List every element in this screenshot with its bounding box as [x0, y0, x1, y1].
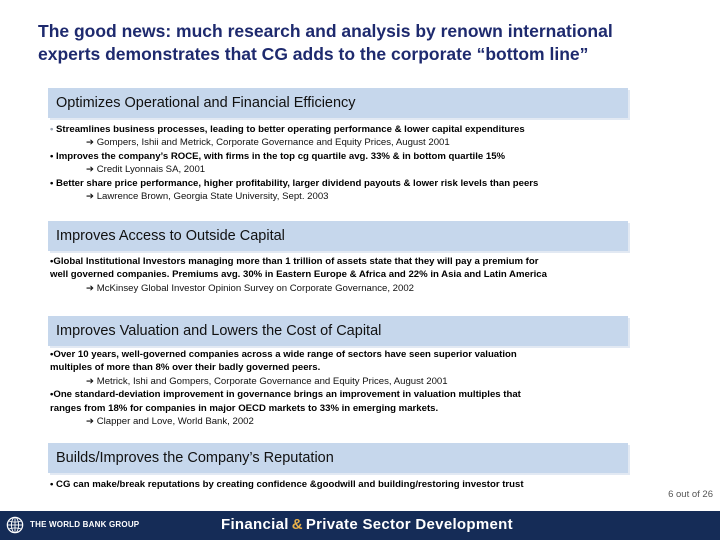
bullet-text: Streamlines business processes, leading to better operating performance & lower capital expenditures: [56, 124, 525, 135]
reference-line: ➔ Credit Lyonnais SA, 2001: [86, 164, 206, 176]
footer-title: [221, 516, 513, 533]
body-line: •Global Institutional Investors managing more than 1 trillion of assets state that they will pay a premium for: [50, 256, 539, 267]
bullet-line: [50, 150, 640, 163]
section-body-valuation: [50, 348, 640, 428]
bullet-line: [50, 123, 640, 136]
body-line: •Over 10 years, well-governed companies across a wide range of sectors have seen superior valuation: [50, 349, 517, 360]
bullet-text: Improves the company’s ROCE, with firms in the top cg quartile avg. 33% & in bottom quartile 15%: [56, 150, 506, 162]
bullet-glyph: •: [50, 479, 54, 490]
section-heading-label: Improves Access to Outside Capital: [56, 228, 285, 244]
body-line: multiples of more than 8% over their badly governed peers.: [50, 362, 321, 374]
section-heading-label: Builds/Improves the Company’s Reputation: [56, 450, 334, 466]
section-body-efficiency: [50, 123, 640, 203]
footer-title-left: Financial: [221, 516, 289, 533]
body-line: well governed companies. Premiums avg. 30% in Eastern Europe & Africa and 22% in Asia and Latin America: [50, 269, 547, 281]
reference-line: ➔ McKinsey Global Investor Opinion Survey on Corporate Governance, 2002: [86, 282, 415, 294]
bullet-line: [50, 177, 640, 190]
reference-line: ➔ Lawrence Brown, Georgia State University, Sept. 2003: [86, 191, 329, 203]
bullet-glyph: •: [50, 150, 54, 162]
bullet-glyph: •: [50, 177, 54, 189]
reference-line: ➔ Clapper and Love, World Bank, 2002: [86, 416, 254, 428]
section-heading-label: Improves Valuation and Lowers the Cost of Capital: [56, 323, 382, 339]
body-line: •One standard-deviation improvement in governance brings an improvement in valuation multiples that: [50, 389, 521, 401]
body-line: ranges from 18% for companies in major OECD markets to 33% in emerging markets.: [50, 402, 439, 414]
title-line-2: experts demonstrates that CG adds to the corporate “bottom line”: [38, 44, 589, 64]
slide-title: [38, 20, 708, 66]
reference-line: ➔ Metrick, Ishi and Gompers, Corporate Governance and Equity Prices, August 2001: [86, 375, 448, 387]
footer-title-right: Private Sector Development: [305, 516, 513, 533]
section-heading-efficiency: [48, 88, 628, 118]
page-number: 6 out of 26: [668, 489, 713, 500]
section-heading-label: Optimizes Operational and Financial Efficiency: [56, 95, 356, 111]
bullet-text: CG can make/break reputations by creating confidence &goodwill and building/restoring investor trust: [53, 479, 524, 490]
section-body-capital-access: [50, 255, 640, 295]
section-body-reputation: [50, 478, 640, 491]
bullet-text: Better share price performance, higher profitability, larger dividend payouts & lower risk levels than peers: [56, 177, 539, 189]
world-bank-globe-icon: [6, 516, 24, 534]
footer-title-ampersand: &: [291, 516, 303, 533]
bullet-line: [50, 478, 640, 491]
section-heading-capital-access: [48, 221, 628, 251]
footer-banner: [0, 511, 720, 540]
title-line-1: The good news: much research and analysis by renown international: [38, 21, 613, 41]
reference-line: ➔ Gompers, Ishii and Metrick, Corporate Governance and Equity Prices, August 2001: [86, 137, 450, 149]
org-name: THE WORLD BANK GROUP: [30, 520, 140, 529]
section-heading-valuation: [48, 316, 628, 346]
section-heading-reputation: [48, 443, 628, 473]
bullet-glyph: •: [50, 124, 54, 135]
